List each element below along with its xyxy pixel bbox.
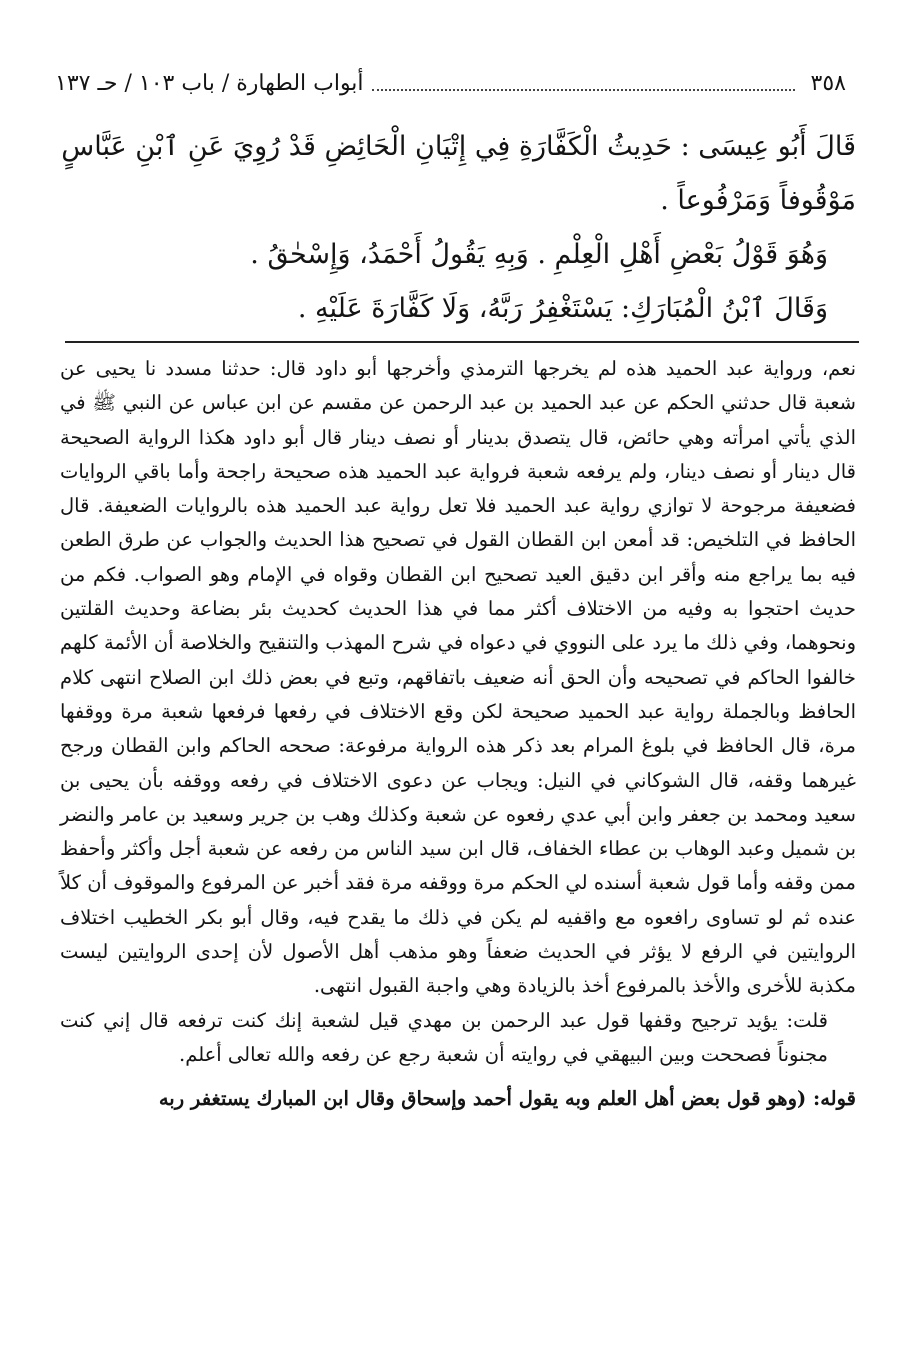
- hadith-line-2: وَهُوَ قَوْلُ بَعْضِ أَهْلِ الْعِلْمِ . وَبِهِ يَقُولُ أَحْمَدُ، وَإِسْحٰقُ .: [250, 239, 828, 270]
- footnote-separator: [65, 341, 859, 343]
- hadith-line-1: قَالَ أَبُو عِيسَى : حَدِيثُ الْكَفَّارَةِ فِي إِتْيَانِ الْحَائِضِ قَدْ رُوِيَ عَنِ ٱبْنِ عَبَّاسٍ مَوْقُوفاً وَمَرْفُوعاً .: [61, 131, 856, 216]
- header-dotted-leader: [372, 88, 795, 91]
- commentary-paragraph-1: نعم، ورواية عبد الحميد هذه لم يخرجها الترمذي وأخرجها أبو داود قال: حدثنا مسدد نا يحيى عن شعبة قال حدثني الحكم عن عبد الحميد بن عبد الرحمن عن مقسم عن ابن عباس عن النبي ﷺ في الذي يأتي امرأته وهي حائض، قال يتصدق بدينار أو نصف دينار قال أبو داود هكذا الرواية الصحيحة قال دينار أو نصف دينار، ولم يرفعه شعبة فرواية عبد الحميد هذه صحيحة راجحة وأما باقي الروايات فضعيفة مرجوحة لا توازي رواية عبد الحميد فلا تعل رواية عبد الحميد هذه بالروايات الضعيفة. قال الحافظ في التلخيص: قد أمعن ابن القطان القول في تصحيح هذا الحديث والجواب عن طرق الطعن فيه بما يراجع منه وأقر ابن دقيق العيد تصحيح ابن القطان وقواه في الإمام وهو الصواب. فكم من حديث احتجوا به وفيه من الاختلاف أكثر مما في هذا الحديث كحديث بئر بضاعة وحديث القلتين ونحوهما، وفي ذلك ما يرد على النووي في دعواه في شرح المهذب والتنقيح والخلاصة أن الأئمة كلهم خالفوا الحاكم في تصحيحه وأن الحق أنه ضعيف باتفاقهم، وتبع في بعض ذلك ابن الصلاح انتهى كلام الحافظ وبالجملة رواية عبد الحميد صحيحة لكن وقع الاختلاف في رفعها فرفعها شعبة مرة ووقفها مرة، قال الحافظ في بلوغ المرام بعد ذكر هذه الرواية مرفوعة: صححه الحاكم وابن القطان ورجح غيرهما وقفه، قال الشوكاني في النيل: ويجاب عن دعوى الاختلاف في رفعه ووقفه بأن يحيى بن سعيد ومحمد بن جعفر وابن أبي عدي رفعوه عن شعبة وكذلك وهب بن جرير وسعيد بن عامر والنضر بن شميل وعبد الوهاب بن عطاء الخفاف، قال ابن سيد الناس من رفعه عن شعبة أجل وأكثر وأحفظ ممن وقفه وأما قول شعبة أسنده لي الحكم مرة ووقفه مرة فقد أخبر عن المرفوع والموقوف أن كلاً عنده ثم لو تساوى رافعوه مع واقفيه لم يكن في ذلك ما يقدح فيه، وقال أبو بكر الخطيب اختلاف الروايتين في الرفع لا يؤثر في الحديث ضعفاً وهو مذهب أهل الأصول لأن إحدى الروايتين ليست مكذبة للأخرى والأخذ بالمرفوع أخذ بالزيادة وهي واجبة القبول انتهى.: [60, 357, 856, 998]
- chapter-reference: أبواب الطهارة / باب ١٠٣ / حـ ١٣٧: [55, 71, 364, 96]
- page-number: ٣٥٨: [810, 71, 846, 96]
- commentary-paragraph-3: قوله: (وهو قول بعض أهل العلم وبه يقول أحمد وإسحاق وقال ابن المبارك يستغفر ربه: [158, 1087, 856, 1111]
- hadith-line-3: وَقَالَ ٱبْنُ الْمُبَارَكِ: يَسْتَغْفِرُ رَبَّهُ، وَلَا كَفَّارَةَ عَلَيْهِ .: [297, 293, 828, 324]
- hadith-text: [55, 120, 856, 336]
- commentary-paragraph-2: قلت: يؤيد ترجيح وقفها قول عبد الرحمن بن مهدي قيل لشعبة إنك كنت ترفعه قال إني كنت مجنوناً فصححت وبين البيهقي في روايته أن شعبة رجع عن رفعه والله تعالى أعلم.: [60, 1008, 828, 1066]
- commentary: [60, 352, 856, 1117]
- running-header: [55, 58, 846, 98]
